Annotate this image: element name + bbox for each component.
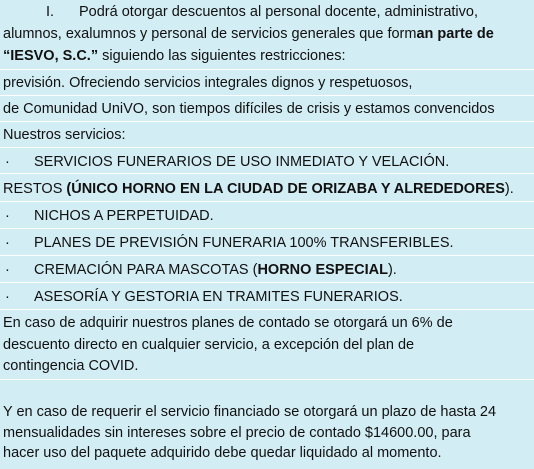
intro-line-1: Podrá otorgar descuentos al personal docente, administrativo, — [79, 4, 478, 20]
service-text: PLANES DE PREVISIÓN FUNERARIA 100% TRANSFERIBLES. — [34, 235, 454, 251]
service-item-nichos — [0, 202, 534, 229]
restos-bold: (ÚNICO HORNO EN LA CIUDAD DE ORIZABA Y ALREDEDORES — [66, 181, 505, 197]
intro-line-2-text: alumnos, exalumnos y personal de servicios generales que form — [3, 26, 417, 42]
intro-line-3-text: siguiendo las siguientes restricciones: — [98, 48, 346, 64]
restos-text: RESTOS — [3, 181, 67, 197]
contado-line-1: En caso de adquirir nuestros planes de contado se otorgará un 6% de — [3, 315, 453, 331]
restos-end: ). — [504, 181, 514, 197]
bullet-icon: · — [5, 262, 10, 278]
restos-line — [0, 174, 534, 202]
bullet-icon: · — [5, 208, 10, 224]
comunidad-line — [0, 96, 534, 122]
intro-numeral: I. — [46, 4, 55, 20]
contado-line-2: descuento directo en cualquier servicio, a excepción del plan de — [3, 337, 415, 353]
prevision-line — [0, 70, 534, 96]
bullet-icon: · — [5, 235, 10, 251]
service-text — [34, 259, 397, 281]
service-item-funerarios — [0, 148, 534, 174]
nuestros-servicios-heading — [0, 122, 534, 148]
service-item-cremacion — [0, 256, 534, 283]
bullet-icon: · — [5, 154, 10, 170]
cremacion-bold: HORNO ESPECIAL — [257, 262, 388, 278]
intro-line-2-bold: an parte de — [416, 26, 494, 42]
cremacion-end: ). — [387, 262, 397, 278]
service-text: NICHOS A PERPETUIDAD. — [34, 208, 214, 224]
service-text: ASESORÍA Y GESTORIA EN TRAMITES FUNERARIOS. — [34, 289, 403, 305]
financiado-line-3: hacer uso del paquete adquirido debe quedar liquidado al momento. — [3, 445, 442, 461]
iesvo-name: “IESVO, S.C.” — [3, 48, 99, 64]
intro-block — [0, 0, 534, 70]
intro-line-3 — [3, 45, 346, 67]
prevision-text: previsión. Ofreciendo servicios integrales dignos y respetuosos, — [3, 75, 413, 91]
intro-line-2 — [3, 23, 494, 45]
contado-block — [0, 310, 534, 380]
financiado-block — [0, 380, 534, 469]
comunidad-text: de Comunidad UniVO, son tiempos difíciles de crisis y estamos convencidos — [3, 101, 495, 117]
financiado-line-2: mensualidades sin intereses sobre el precio de contado $14600.00, para — [3, 425, 471, 441]
contado-line-3: contingencia COVID. — [3, 358, 139, 374]
nuestros-text: Nuestros servicios: — [3, 127, 126, 143]
service-item-asesoria — [0, 283, 534, 310]
financiado-line-1: Y en caso de requerir el servicio financiado se otorgará un plazo de hasta 24 — [3, 404, 497, 420]
cremacion-text: CREMACIÓN PARA MASCOTAS ( — [34, 262, 258, 278]
service-item-planes — [0, 229, 534, 256]
bullet-icon: · — [5, 289, 10, 305]
service-text: SERVICIOS FUNERARIOS DE USO INMEDIATO Y VELACIÓN. — [34, 154, 450, 170]
